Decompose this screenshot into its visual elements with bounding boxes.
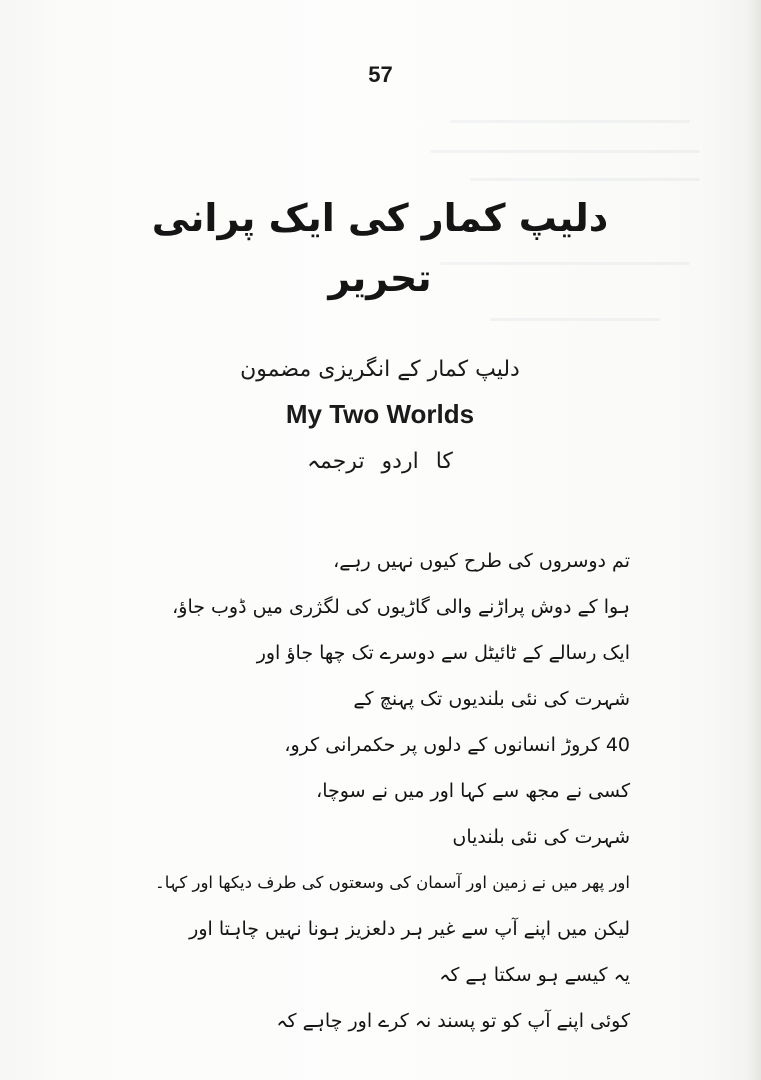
bleed-through-mark xyxy=(470,178,700,181)
poem-line: 40 کروڑ انسانوں کے دلوں پر حکمرانی کرو، xyxy=(284,734,630,756)
bleed-through-mark xyxy=(430,150,700,153)
page-number: 57 xyxy=(368,62,393,87)
poem-line: شہرت کی نئی بلندیوں تک پہنچ کے xyxy=(353,688,630,710)
poem-line: کوئی اپنے آپ کو تو پسند نہ کرے اور چاہے کہ xyxy=(276,1010,630,1032)
bleed-through-mark xyxy=(450,120,690,123)
subtitle: دلیپ کمار کے انگریزی مضمون xyxy=(240,357,520,382)
poem-line: ایک رسالے کے ٹائیٹل سے دوسرے تک چھا جاؤ اور xyxy=(256,642,630,664)
poem-line: لیکن میں اپنے آپ سے غیر ہر دلعزیز ہونا نہیں چاہتا اور xyxy=(189,918,630,940)
translation-label: کا اردو ترجمہ xyxy=(307,449,453,474)
poem-line: شہرت کی نئی بلندیاں xyxy=(452,826,630,848)
page-edge-shadow xyxy=(747,0,761,1080)
poem-line: اور پھر میں نے زمین اور آسمان کی وسعتوں کی طرف دیکھا اور کہا۔ xyxy=(155,873,630,892)
poem-text xyxy=(150,538,630,1044)
page-title: دلیپ کمار کی ایک پرانی تحریر xyxy=(151,196,609,300)
poem-line: یہ کیسے ہو سکتا ہے کہ xyxy=(439,964,630,986)
english-title: My Two Worlds xyxy=(285,399,475,429)
poem-line: ہوا کے دوش پراڑنے والی گاڑیوں کی لگژری میں ڈوب جاؤ، xyxy=(172,596,630,618)
poem-line: کسی نے مجھ سے کہا اور میں نے سوچا، xyxy=(316,780,630,802)
bleed-through-mark xyxy=(490,318,660,321)
poem-line: تم دوسروں کی طرح کیوں نہیں رہے، xyxy=(333,550,630,572)
